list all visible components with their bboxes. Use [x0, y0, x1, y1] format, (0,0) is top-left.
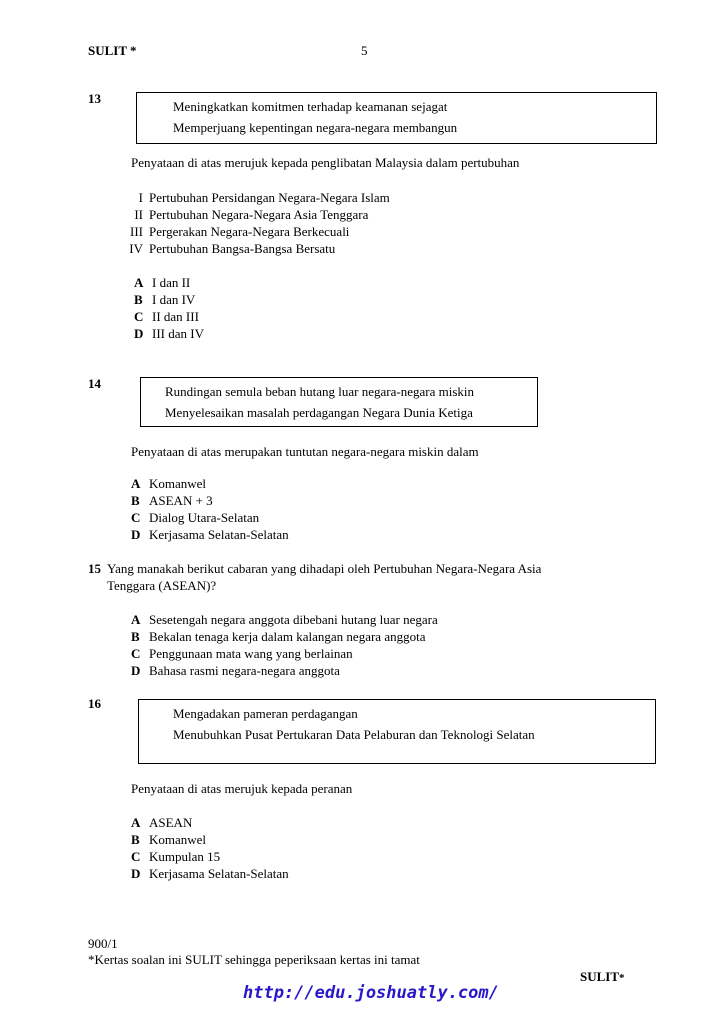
- q13-roman-2: II Pertubuhan Negara-Negara Asia Tenggara: [134, 207, 369, 222]
- q15-stem-line-2: Tenggara (ASEAN)?: [107, 578, 217, 593]
- q14-box-line-2: Menyelesaikan masalah perdagangan Negara Dunia Ketiga: [165, 405, 473, 420]
- q14-number: 14: [88, 376, 101, 391]
- q14-option-d[interactable]: D Kerjasama Selatan-Selatan: [131, 527, 289, 542]
- q14-statement-box: [140, 377, 538, 427]
- page-number: 5: [361, 43, 368, 58]
- q14-option-b[interactable]: B ASEAN + 3: [131, 493, 213, 508]
- q13-box-line-2: Memperjuang kepentingan negara-negara membangun: [173, 120, 458, 135]
- q16-box-line-1: Mengadakan pameran perdagangan: [173, 706, 358, 721]
- q13-option-c[interactable]: C II dan III: [134, 309, 199, 324]
- q13-number: 13: [88, 91, 101, 106]
- q14-option-a[interactable]: A Komanwel: [131, 476, 207, 491]
- q13-stem: Penyataan di atas merujuk kepada penglibatan Malaysia dalam pertubuhan: [131, 155, 520, 170]
- q16-box-line-2: Menubuhkan Pusat Pertukaran Data Pelaburan dan Teknologi Selatan: [173, 727, 535, 742]
- q16-statement-box: [138, 699, 656, 764]
- q14-option-c[interactable]: C Dialog Utara-Selatan: [131, 510, 260, 525]
- q13-option-d[interactable]: D III dan IV: [134, 326, 204, 341]
- q16-option-c[interactable]: C Kumpulan 15: [131, 849, 221, 864]
- q13-roman-3: III Pergerakan Negara-Negara Berkecuali: [130, 224, 350, 239]
- q13-statement-box: [136, 92, 657, 144]
- q15-option-c[interactable]: C Penggunaan mata wang yang berlainan: [131, 646, 353, 661]
- q13-roman-4: IV Pertubuhan Bangsa-Bangsa Bersatu: [129, 241, 336, 256]
- q16-number: 16: [88, 696, 101, 711]
- q13-option-a[interactable]: A I dan II: [134, 275, 191, 290]
- header-sulit: SULIT *: [88, 43, 137, 58]
- q14-stem: Penyataan di atas merupakan tuntutan negara-negara miskin dalam: [131, 444, 479, 459]
- paper-code: 900/1: [88, 936, 118, 951]
- footer-sulit: SULIT*: [580, 969, 625, 984]
- q13-box-line-1: Meningkatkan komitmen terhadap keamanan sejagat: [173, 99, 448, 114]
- q15-option-a[interactable]: A Sesetengah negara anggota dibebani hutang luar negara: [131, 612, 438, 627]
- q15-option-d[interactable]: D Bahasa rasmi negara-negara anggota: [131, 663, 340, 678]
- q16-option-a[interactable]: A ASEAN: [131, 815, 193, 830]
- q15-option-b[interactable]: B Bekalan tenaga kerja dalam kalangan negara anggota: [131, 629, 426, 644]
- q16-stem: Penyataan di atas merujuk kepada peranan: [131, 781, 353, 796]
- q15-stem-line-1: 15 Yang manakah berikut cabaran yang dihadapi oleh Pertubuhan Negara-Negara Asia: [88, 561, 542, 576]
- q13-option-b[interactable]: B I dan IV: [134, 292, 196, 307]
- source-url-link[interactable]: http://edu.joshuatly.com/: [243, 983, 499, 1003]
- q13-roman-1: I Pertubuhan Persidangan Negara-Negara Islam: [138, 190, 390, 205]
- q14-box-line-1: Rundingan semula beban hutang luar negara-negara miskin: [165, 384, 475, 399]
- q16-option-b[interactable]: B Komanwel: [131, 832, 207, 847]
- confidential-note: *Kertas soalan ini SULIT sehingga peperiksaan kertas ini tamat: [88, 952, 420, 967]
- q16-option-d[interactable]: D Kerjasama Selatan-Selatan: [131, 866, 289, 881]
